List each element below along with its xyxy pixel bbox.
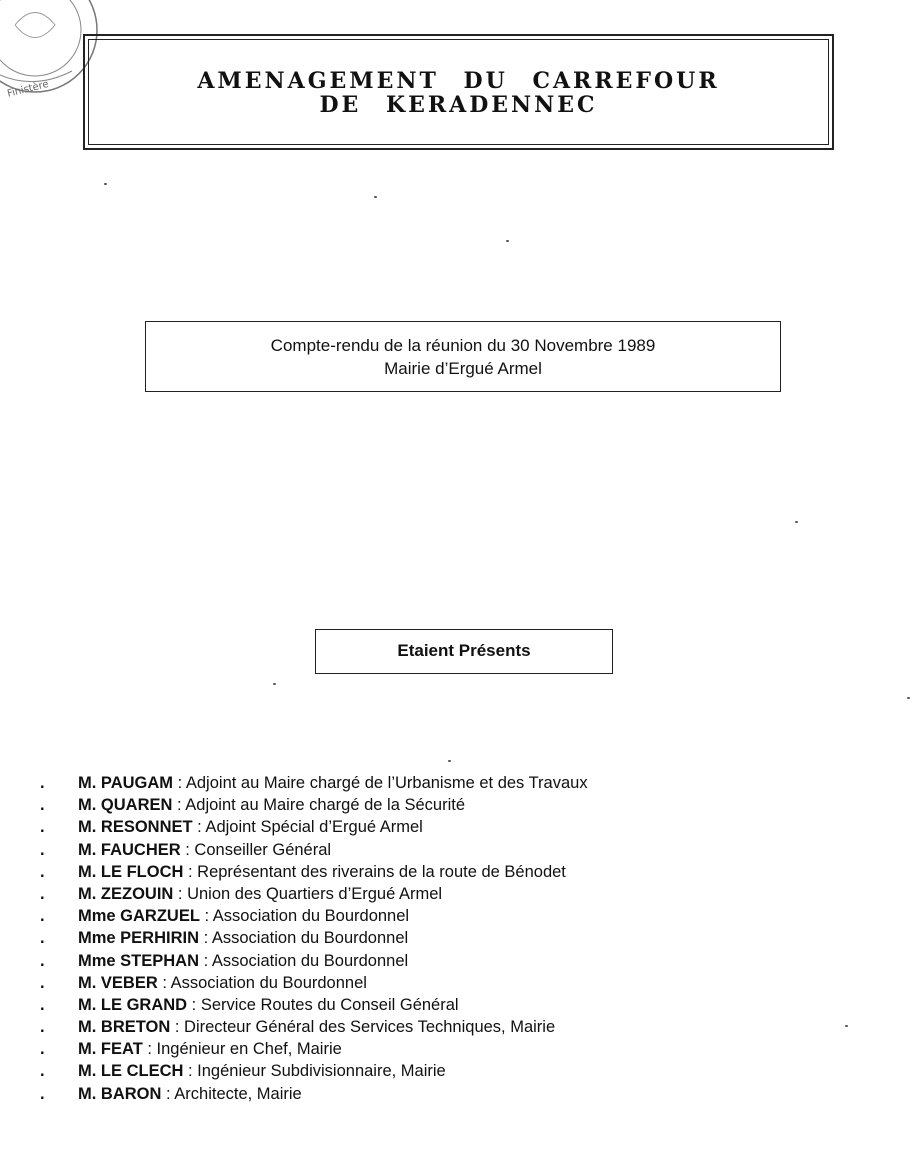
list-bullet: . [40,951,45,970]
attendee-row [40,1060,588,1082]
list-bullet: . [40,1062,45,1081]
attendee-role: : Association du Bourdonnel [199,907,410,926]
title-box [83,34,834,150]
list-bullet: . [40,774,45,792]
attendee-role: : Association du Bourdonnel [157,973,367,992]
scan-speck [506,240,509,242]
attendee-role: : Ingénieur Subdivisionnaire, Mairie [183,1062,446,1081]
attendee-name: M. LE GRAND [78,995,188,1014]
scan-speck [845,1025,848,1027]
attendee-role: : Ingénieur en Chef, Mairie [142,1040,342,1059]
attendee-role: : Service Routes du Conseil Général [187,995,459,1014]
attendee-name: M. BARON [78,1084,162,1103]
seal-text: Finistère [6,78,50,100]
attendee-role: : Adjoint au Maire chargé de la Sécurité [172,796,466,815]
attendee-name: M. BRETON [78,1018,171,1037]
attendee-role: : Adjoint au Maire chargé de l’Urbanisme et des Travaux [173,774,588,792]
attendee-name: Mme STEPHAN [78,951,200,970]
attendee-row [40,927,588,949]
attendee-name: M. PAUGAM [78,774,174,792]
list-bullet: . [40,1040,45,1059]
document-title-line-2: DE KERADENNEC [319,92,598,118]
list-bullet: . [40,862,45,881]
attendee-role: : Union des Quartiers d’Ergué Armel [173,884,443,903]
attendee-name: M. VEBER [78,973,158,992]
attendee-name: M. LE FLOCH [78,862,184,881]
scan-speck [907,697,910,699]
attendee-role: : Directeur Général des Services Techniques, Mairie [170,1018,556,1037]
attendee-row [40,794,588,816]
list-bullet: . [40,818,45,837]
list-bullet: . [40,907,45,926]
scan-speck [448,760,451,762]
list-bullet: . [40,796,45,815]
attendee-row [40,905,588,927]
attendee-row [40,816,588,838]
list-bullet: . [40,973,45,992]
scan-speck [374,196,377,198]
present-heading: Etaient Présents [397,641,531,660]
attendee-row [40,994,588,1016]
attendee-role: : Association du Bourdonnel [199,929,409,948]
attendee-name: Mme GARZUEL [78,907,200,926]
meeting-date-line: Compte-rendu de la réunion du 30 Novembre 1989 [270,336,656,355]
attendee-row [40,883,588,905]
attendee-list [40,772,588,1105]
document-title-line-1: AMENAGEMENT DU CARREFOUR [197,68,720,94]
attendee-row [40,950,588,972]
attendee-row [40,1038,588,1060]
attendee-row [40,1083,588,1105]
attendee-role: : Adjoint Spécial d’Ergué Armel [192,818,423,837]
attendee-role: : Conseiller Général [180,840,332,859]
list-bullet: . [40,1084,45,1103]
attendee-name: M. QUAREN [78,796,173,815]
attendee-name: M. LE CLECH [78,1062,184,1081]
attendee-row [40,972,588,994]
attendee-name: M. RESONNET [78,818,193,837]
attendee-row [40,839,588,861]
list-bullet: . [40,1018,45,1037]
scan-speck [104,183,107,185]
meeting-info-box [145,321,781,392]
list-bullet: . [40,929,45,948]
meeting-location-line: Mairie d’Ergué Armel [384,359,542,378]
attendee-role: : Représentant des riverains de la route de Bénodet [183,862,566,881]
attendee-role: : Architecte, Mairie [161,1084,302,1103]
scan-speck [273,683,276,685]
attendee-name: Mme PERHIRIN [78,929,200,948]
attendee-name: M. ZEZOUIN [78,884,174,903]
list-bullet: . [40,995,45,1014]
attendee-name: M. FEAT [78,1040,143,1059]
scan-speck [795,521,798,523]
attendee-row [40,861,588,883]
list-bullet: . [40,840,45,859]
list-bullet: . [40,884,45,903]
attendee-row [40,1016,588,1038]
attendee-role: : Association du Bourdonnel [199,951,409,970]
attendee-row [40,772,588,794]
present-heading-box [315,629,613,674]
attendee-name: M. FAUCHER [78,840,181,859]
